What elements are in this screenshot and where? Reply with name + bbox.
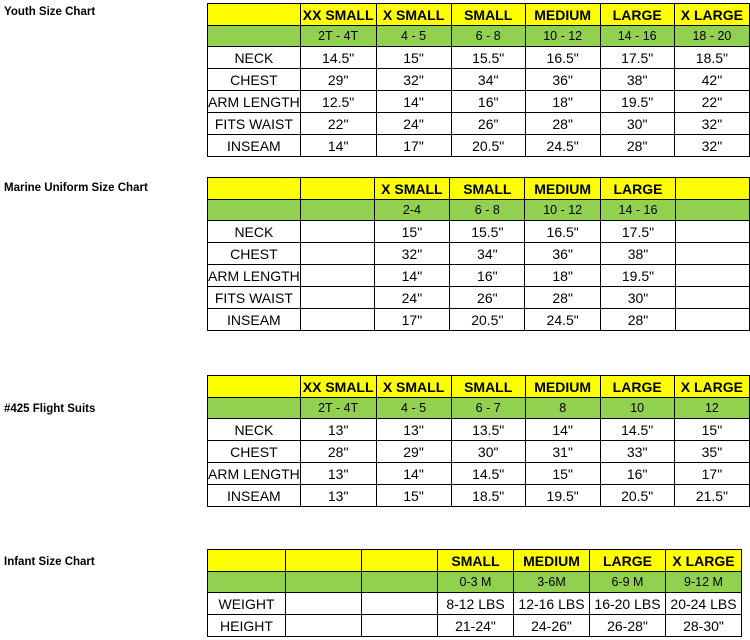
corner-cell — [208, 398, 301, 419]
age-cell: 9-12 M — [666, 572, 742, 593]
size-header: XX SMALL — [300, 376, 376, 398]
corner-cell — [208, 26, 301, 47]
value-cell: 16.5" — [525, 221, 600, 243]
size-header: SMALL — [438, 550, 514, 572]
size-header: SMALL — [451, 4, 525, 26]
value-cell: 19.5" — [600, 91, 674, 113]
value-cell: 28-30" — [666, 615, 742, 637]
row-label: INSEAM — [208, 135, 301, 157]
value-cell: 24" — [374, 287, 450, 309]
flight-suits-title: #425 Flight Suits — [4, 403, 96, 415]
row-label: FITS WAIST — [208, 287, 301, 309]
size-header: LARGE — [600, 178, 675, 200]
age-cell: 10 — [600, 398, 674, 419]
age-cell: 6 - 7 — [451, 398, 525, 419]
value-cell: 21.5" — [674, 485, 749, 507]
value-cell: 26" — [451, 113, 525, 135]
value-cell — [286, 615, 362, 637]
youth-chart-title: Youth Size Chart — [4, 6, 96, 18]
value-cell: 14.5" — [300, 47, 376, 69]
size-header: X LARGE — [674, 4, 749, 26]
value-cell: 15.5" — [450, 221, 525, 243]
value-cell: 24" — [376, 113, 451, 135]
infant-chart-title: Infant Size Chart — [4, 556, 95, 568]
age-cell: 2T - 4T — [300, 26, 376, 47]
table-row — [208, 91, 750, 113]
size-header-row — [208, 550, 742, 572]
size-header: MEDIUM — [525, 4, 600, 26]
age-row — [208, 200, 750, 221]
size-header: X SMALL — [376, 4, 451, 26]
row-label: ARM LENGTH — [208, 265, 301, 287]
value-cell: 22" — [674, 91, 749, 113]
age-cell: 6 - 8 — [450, 200, 525, 221]
age-cell: 10 - 12 — [525, 26, 600, 47]
value-cell: 18.5" — [674, 47, 749, 69]
value-cell: 14" — [376, 463, 451, 485]
age-cell: 8 — [525, 398, 600, 419]
row-label: CHEST — [208, 69, 301, 91]
age-cell — [362, 572, 438, 593]
marine-size-table — [207, 177, 750, 331]
age-cell: 6 - 8 — [451, 26, 525, 47]
age-cell: 4 - 5 — [376, 398, 451, 419]
size-header — [300, 178, 374, 200]
size-header: X SMALL — [374, 178, 450, 200]
value-cell: 33" — [600, 441, 674, 463]
value-cell: 35" — [674, 441, 749, 463]
value-cell: 18.5" — [451, 485, 525, 507]
value-cell: 32" — [374, 243, 450, 265]
value-cell: 29" — [376, 441, 451, 463]
value-cell: 21-24" — [438, 615, 514, 637]
size-header — [676, 178, 750, 200]
size-header: MEDIUM — [514, 550, 590, 572]
table-row — [208, 593, 742, 615]
value-cell: 38" — [600, 243, 675, 265]
size-header-row — [208, 4, 750, 26]
age-cell: 18 - 20 — [674, 26, 749, 47]
size-header — [286, 550, 362, 572]
value-cell — [286, 593, 362, 615]
age-cell: 3-6M — [514, 572, 590, 593]
size-header: XX SMALL — [300, 4, 376, 26]
value-cell: 15" — [525, 463, 600, 485]
corner-cell — [208, 200, 301, 221]
value-cell: 28" — [525, 287, 600, 309]
value-cell: 26-28" — [590, 615, 666, 637]
age-cell: 10 - 12 — [525, 200, 600, 221]
infant-size-table — [207, 549, 742, 637]
value-cell — [300, 287, 374, 309]
value-cell: 20.5" — [451, 135, 525, 157]
size-header-row — [208, 376, 750, 398]
value-cell — [362, 615, 438, 637]
value-cell: 15" — [674, 419, 749, 441]
value-cell — [362, 593, 438, 615]
size-header: SMALL — [450, 178, 525, 200]
table-row — [208, 309, 750, 331]
table-row — [208, 135, 750, 157]
size-header: X SMALL — [376, 376, 451, 398]
corner-cell — [208, 376, 301, 398]
value-cell: 18" — [525, 265, 600, 287]
value-cell: 30" — [600, 113, 674, 135]
age-cell — [676, 200, 750, 221]
value-cell: 29" — [300, 69, 376, 91]
size-header: LARGE — [590, 550, 666, 572]
value-cell: 14.5" — [451, 463, 525, 485]
value-cell: 15.5" — [451, 47, 525, 69]
youth-size-table — [207, 3, 750, 157]
value-cell: 13" — [300, 485, 376, 507]
value-cell: 31" — [525, 441, 600, 463]
value-cell: 36" — [525, 243, 600, 265]
value-cell — [300, 243, 374, 265]
value-cell — [676, 265, 750, 287]
corner-cell — [208, 550, 286, 572]
value-cell: 16" — [600, 463, 674, 485]
value-cell — [300, 265, 374, 287]
value-cell: 17.5" — [600, 47, 674, 69]
flight-suits-table — [207, 375, 750, 507]
table-row — [208, 265, 750, 287]
value-cell: 14.5" — [600, 419, 674, 441]
size-header: LARGE — [600, 376, 674, 398]
value-cell: 24.5" — [525, 309, 600, 331]
value-cell — [300, 309, 374, 331]
row-label: ARM LENGTH — [208, 463, 301, 485]
value-cell: 14" — [376, 91, 451, 113]
value-cell — [676, 221, 750, 243]
value-cell: 34" — [451, 69, 525, 91]
value-cell: 19.5" — [600, 265, 675, 287]
value-cell: 14" — [525, 419, 600, 441]
age-cell: 2T - 4T — [300, 398, 376, 419]
value-cell: 13" — [376, 419, 451, 441]
value-cell: 28" — [600, 309, 675, 331]
value-cell: 15" — [374, 221, 450, 243]
value-cell: 28" — [300, 441, 376, 463]
value-cell: 12-16 LBS — [514, 593, 590, 615]
value-cell: 28" — [600, 135, 674, 157]
age-cell: 6-9 M — [590, 572, 666, 593]
value-cell: 32" — [376, 69, 451, 91]
row-label: NECK — [208, 221, 301, 243]
age-cell: 4 - 5 — [376, 26, 451, 47]
table-row — [208, 419, 750, 441]
age-row — [208, 398, 750, 419]
value-cell: 8-12 LBS — [438, 593, 514, 615]
table-row — [208, 441, 750, 463]
row-label: FITS WAIST — [208, 113, 301, 135]
value-cell: 13" — [300, 463, 376, 485]
value-cell: 13.5" — [451, 419, 525, 441]
value-cell: 17" — [374, 309, 450, 331]
value-cell: 36" — [525, 69, 600, 91]
value-cell: 14" — [300, 135, 376, 157]
size-header-row — [208, 178, 750, 200]
size-header: MEDIUM — [525, 178, 600, 200]
row-label: HEIGHT — [208, 615, 286, 637]
value-cell: 18" — [525, 91, 600, 113]
value-cell — [676, 287, 750, 309]
value-cell: 16.5" — [525, 47, 600, 69]
value-cell: 34" — [450, 243, 525, 265]
table-row — [208, 287, 750, 309]
value-cell: 20.5" — [450, 309, 525, 331]
age-cell — [300, 200, 374, 221]
value-cell: 19.5" — [525, 485, 600, 507]
value-cell: 12.5" — [300, 91, 376, 113]
corner-cell — [208, 178, 301, 200]
corner-cell — [208, 4, 301, 26]
age-cell: 2-4 — [374, 200, 450, 221]
row-label: INSEAM — [208, 309, 301, 331]
row-label: NECK — [208, 47, 301, 69]
age-cell: 14 - 16 — [600, 26, 674, 47]
value-cell: 15" — [376, 485, 451, 507]
value-cell: 42" — [674, 69, 749, 91]
row-label: NECK — [208, 419, 301, 441]
age-cell: 14 - 16 — [600, 200, 675, 221]
table-row — [208, 69, 750, 91]
value-cell: 20-24 LBS — [666, 593, 742, 615]
value-cell: 13" — [300, 419, 376, 441]
value-cell: 20.5" — [600, 485, 674, 507]
age-cell: 12 — [674, 398, 749, 419]
value-cell: 32" — [674, 113, 749, 135]
value-cell: 16" — [451, 91, 525, 113]
row-label: ARM LENGTH — [208, 91, 301, 113]
row-label: CHEST — [208, 243, 301, 265]
value-cell: 38" — [600, 69, 674, 91]
size-header: LARGE — [600, 4, 674, 26]
age-row — [208, 26, 750, 47]
row-label: INSEAM — [208, 485, 301, 507]
age-row — [208, 572, 742, 593]
value-cell: 14" — [374, 265, 450, 287]
value-cell: 30" — [600, 287, 675, 309]
value-cell: 15" — [376, 47, 451, 69]
size-header: SMALL — [451, 376, 525, 398]
value-cell: 32" — [674, 135, 749, 157]
row-label: WEIGHT — [208, 593, 286, 615]
value-cell: 16-20 LBS — [590, 593, 666, 615]
value-cell: 16" — [450, 265, 525, 287]
size-header: MEDIUM — [525, 376, 600, 398]
age-cell — [286, 572, 362, 593]
marine-chart-title: Marine Uniform Size Chart — [4, 182, 148, 194]
table-row — [208, 243, 750, 265]
value-cell: 17" — [376, 135, 451, 157]
value-cell — [676, 243, 750, 265]
size-header — [362, 550, 438, 572]
table-row — [208, 221, 750, 243]
table-row — [208, 463, 750, 485]
value-cell — [300, 221, 374, 243]
table-row — [208, 615, 742, 637]
corner-cell — [208, 572, 286, 593]
size-header: X LARGE — [674, 376, 749, 398]
value-cell: 24.5" — [525, 135, 600, 157]
table-row — [208, 113, 750, 135]
table-row — [208, 47, 750, 69]
table-row — [208, 485, 750, 507]
age-cell: 0-3 M — [438, 572, 514, 593]
row-label: CHEST — [208, 441, 301, 463]
value-cell: 24-26" — [514, 615, 590, 637]
value-cell: 17" — [674, 463, 749, 485]
value-cell: 26" — [450, 287, 525, 309]
value-cell: 17.5" — [600, 221, 675, 243]
value-cell: 28" — [525, 113, 600, 135]
value-cell: 22" — [300, 113, 376, 135]
value-cell — [676, 309, 750, 331]
value-cell: 30" — [451, 441, 525, 463]
size-header: X LARGE — [666, 550, 742, 572]
